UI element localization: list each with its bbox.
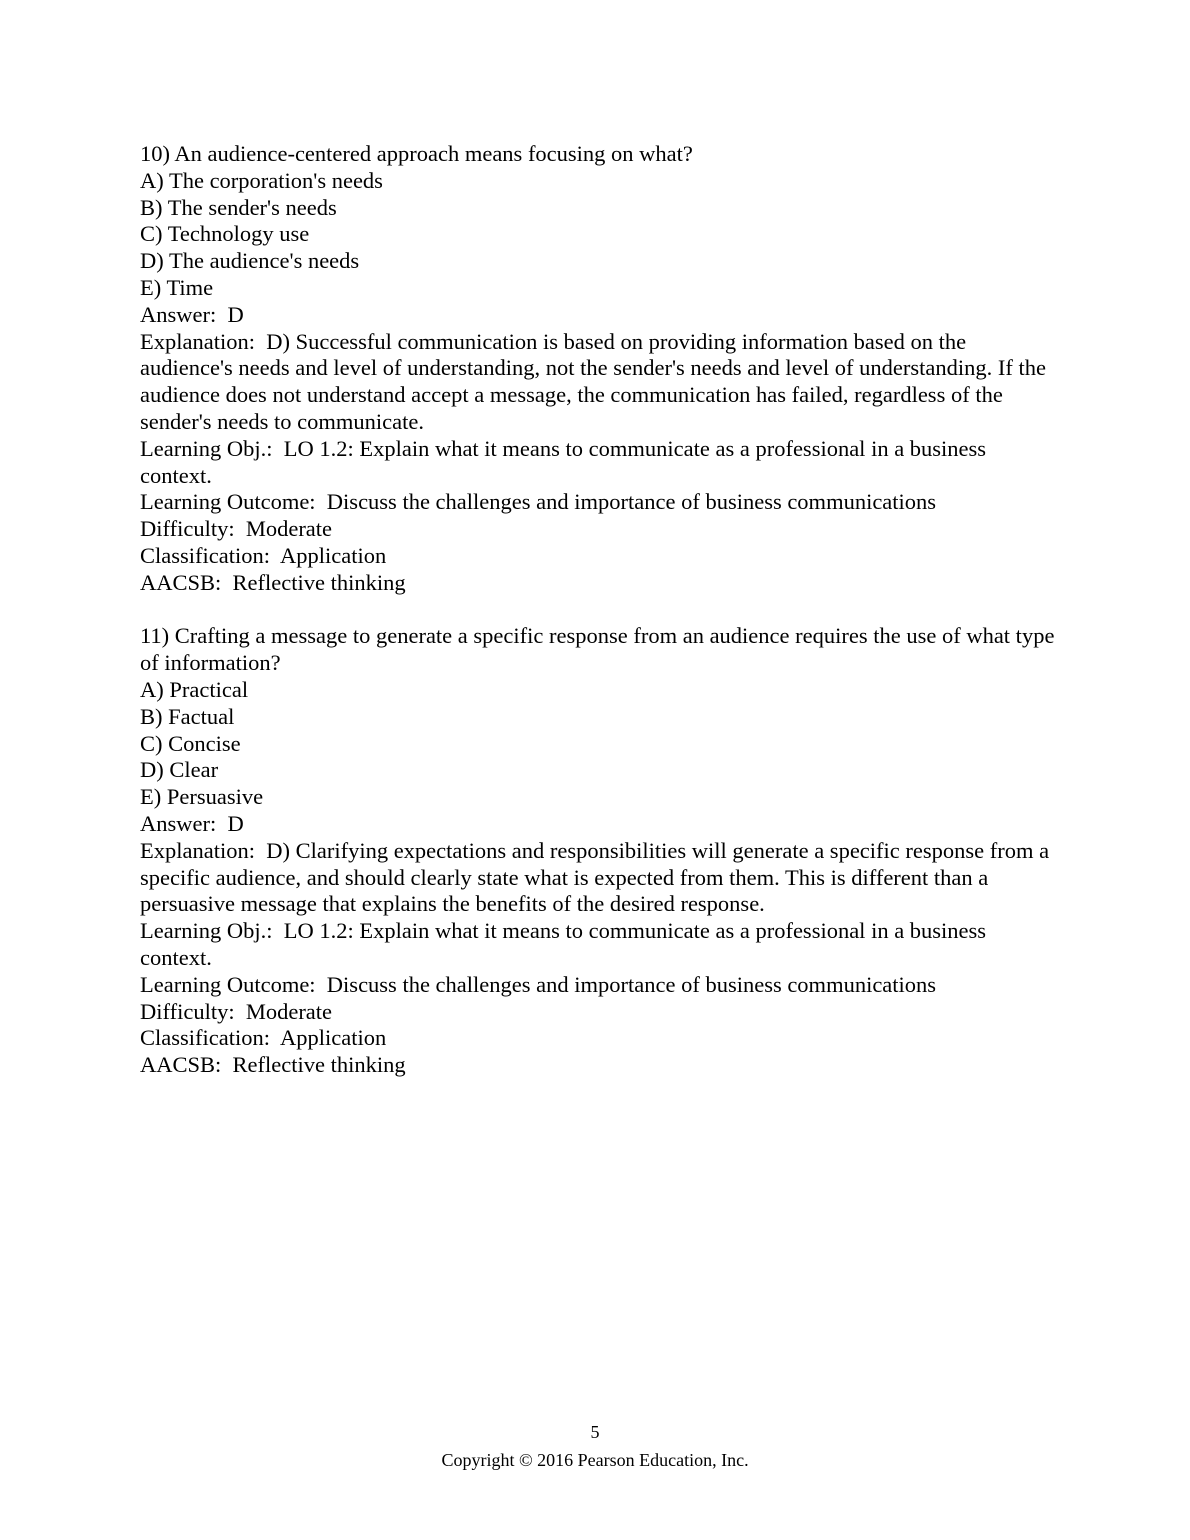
answer-option: E) Time [140, 274, 214, 300]
page-number: 5 [590, 1422, 600, 1442]
answer-option: B) Factual [140, 703, 235, 729]
document-body [140, 141, 1061, 1106]
answer-option: C) Technology use [140, 221, 310, 247]
learning-objective: Learning Obj.: LO 1.2: Explain what it means to communicate as a professional in a business context. [140, 435, 992, 488]
answer-option: A) The corporation's needs [140, 167, 383, 193]
classification: Classification: Application [140, 542, 387, 568]
learning-outcome: Learning Outcome: Discuss the challenges and importance of business communications [140, 489, 937, 515]
answer-option: A) Practical [140, 676, 249, 702]
question-10 [140, 141, 1055, 597]
answer-option: E) Persuasive [140, 784, 264, 810]
aacsb: AACSB: Reflective thinking [140, 1052, 406, 1078]
explanation: Explanation: D) Successful communication is based on providing information based on the audience's needs and level of understanding, not the sender's needs and level of understanding. If the audience does not understand accept a message, the communication has failed, regardless of the sender's needs to communicate. [140, 328, 1052, 434]
explanation: Explanation: D) Clarifying expectations and responsibilities will generate a specific response from a specific audience, and should clearly state what is expected from them. This is different than a persuasive message that explains the benefits of the desired response. [140, 837, 1055, 917]
answer-option: D) The audience's needs [140, 248, 360, 274]
learning-objective: Learning Obj.: LO 1.2: Explain what it means to communicate as a professional in a business context. [140, 918, 992, 970]
question-11 [140, 623, 1061, 1079]
copyright-notice: Copyright © 2016 Pearson Education, Inc. [441, 1450, 749, 1470]
classification: Classification: Application [140, 1025, 387, 1051]
answer-option: D) Clear [140, 757, 219, 783]
difficulty: Difficulty: Moderate [140, 516, 333, 542]
aacsb: AACSB: Reflective thinking [140, 569, 406, 595]
answer-option: B) The sender's needs [140, 194, 337, 220]
question-prompt: 10) An audience-centered approach means focusing on what? [140, 141, 693, 166]
difficulty: Difficulty: Moderate [140, 998, 333, 1024]
learning-outcome: Learning Outcome: Discuss the challenges and importance of business communications [140, 971, 937, 997]
answer-key: Answer: D [140, 810, 244, 836]
question-prompt: 11) Crafting a message to generate a specific response from an audience requires the use of what type of information? [140, 623, 1061, 676]
answer-key: Answer: D [140, 301, 244, 327]
answer-option: C) Concise [140, 730, 241, 756]
